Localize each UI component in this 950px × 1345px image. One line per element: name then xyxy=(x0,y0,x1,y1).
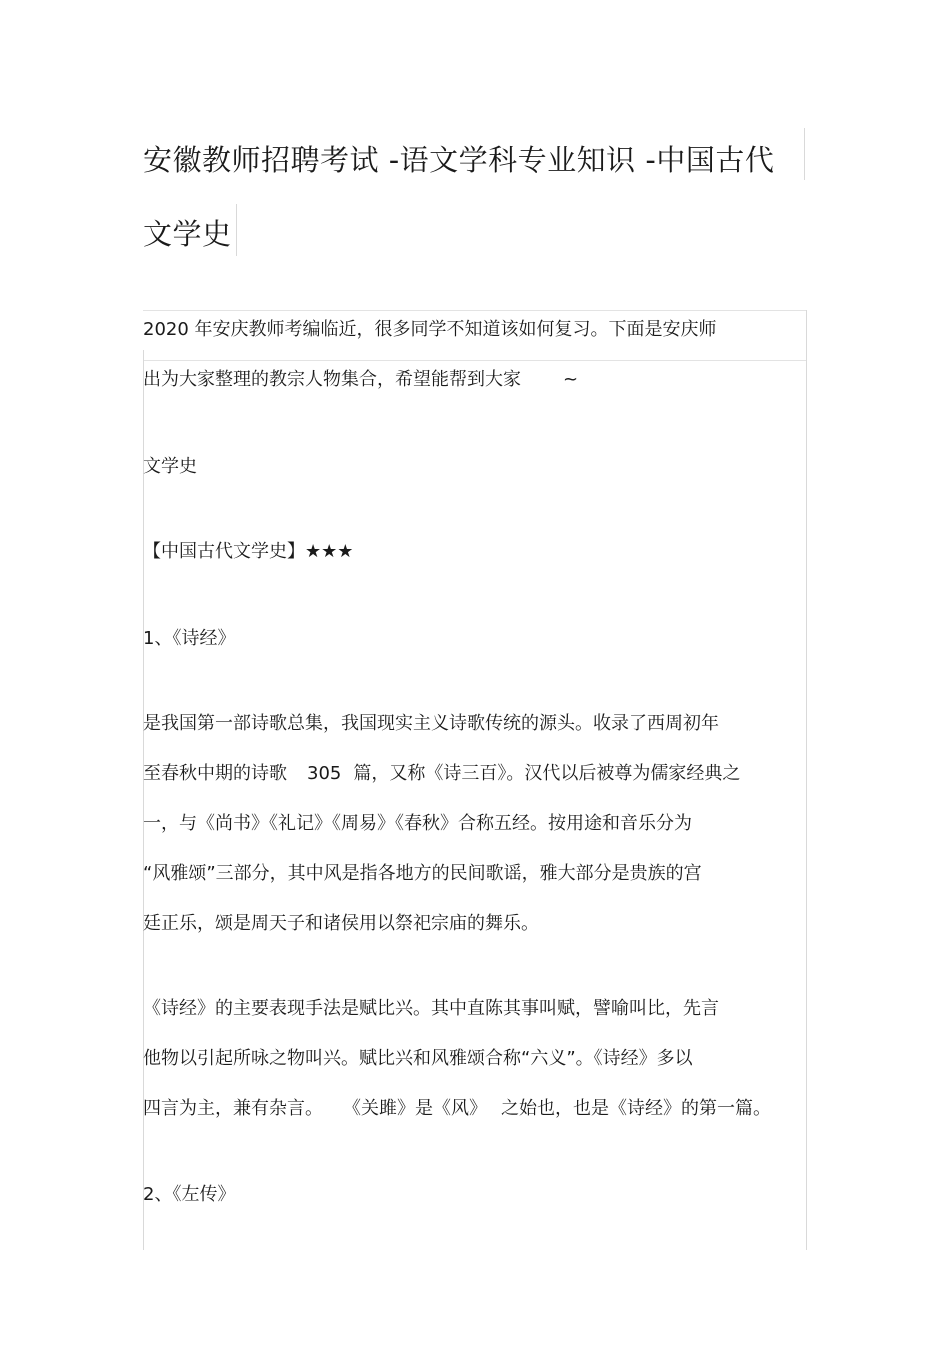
para-2-line-3-c: 之始也，也是《诗经》的第一篇。 xyxy=(501,1098,771,1119)
document-title-line-1: 安徽教师招聘考试 -语文学科专业知识 -中国古代 xyxy=(143,143,775,177)
intro-line-2-tilde: ~ xyxy=(563,369,579,390)
section-heading: 【中国古代文学史】★★★ xyxy=(143,541,354,562)
intro-line-2 xyxy=(143,368,578,392)
intro-line-2-text: 出为大家整理的教宗人物集合，希望能帮到大家 xyxy=(143,369,521,390)
intro-line-1: 2020 年安庆教师考编临近，很多同学不知道该如何复习。下面是安庆师 xyxy=(143,319,717,340)
para-1-line-2-c: 篇，又称《诗三百》。汉代以后被尊为儒家经典之 xyxy=(353,763,741,784)
para-1-line-4: “风雅颂”三部分，其中风是指各地方的民间歌谣，雅大部分是贵族的宫 xyxy=(143,863,702,884)
item-2-heading: 2、《左传》 xyxy=(143,1184,236,1205)
para-1-line-2 xyxy=(143,762,740,786)
para-2-line-2: 他物以引起所咏之物叫兴。赋比兴和风雅颂合称“六义”。《诗经》多以 xyxy=(143,1048,693,1069)
intro-frame-top xyxy=(143,310,806,311)
para-1-line-5: 廷正乐，颂是周天子和诸侯用以祭祀宗庙的舞乐。 xyxy=(143,913,539,934)
para-2-line-3 xyxy=(143,1097,771,1121)
document-title-line-2: 文学史 xyxy=(143,217,232,251)
section-label: 文学史 xyxy=(143,456,197,477)
item-1-heading: 1、《诗经》 xyxy=(143,628,236,649)
para-2-line-3-a: 四言为主，兼有杂言。 xyxy=(143,1098,323,1119)
para-1-line-3: 一，与《尚书》《礼记》《周易》《春秋》合称五经。按用途和音乐分为 xyxy=(143,813,692,834)
title-divider-1 xyxy=(804,128,805,180)
para-2-line-1: 《诗经》的主要表现手法是赋比兴。其中直陈其事叫赋，譬喻叫比，先言 xyxy=(143,998,719,1019)
para-1-line-2-a: 至春秋中期的诗歌 xyxy=(143,763,287,784)
para-2-line-3-b: 《关雎》是《风》 xyxy=(343,1098,487,1119)
para-1-line-1: 是我国第一部诗歌总集，我国现实主义诗歌传统的源头。收录了西周初年 xyxy=(143,713,719,734)
content-frame-right xyxy=(806,310,807,1250)
title-divider-2 xyxy=(236,204,237,256)
intro-frame-bottom xyxy=(143,360,806,361)
para-1-line-2-number: 305 xyxy=(307,763,342,784)
